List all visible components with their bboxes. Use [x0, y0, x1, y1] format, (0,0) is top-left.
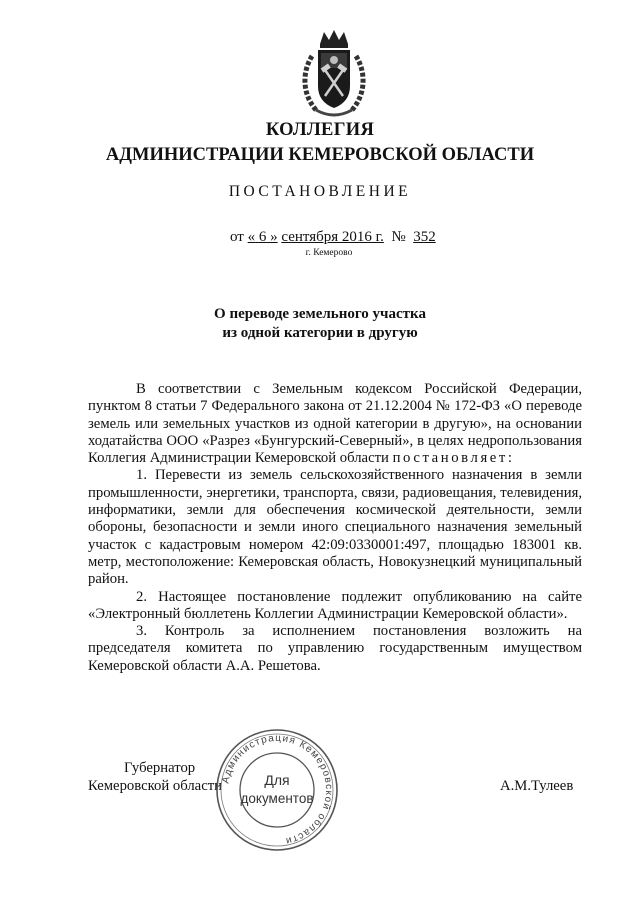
- subject-line2: из одной категории в другую: [222, 325, 418, 341]
- date-day: 6: [258, 229, 267, 245]
- intro-paragraph: В соответствии с Земельным кодексом Российской Федерации, пунктом 8 статьи 7 Федерального закона от 21.12.2004 № 172-ФЗ «О переводе земель или земельных участков из одной категории в другую», на основании ходатайства ООО «Разрез «Бунгурский-Северный», в целях недропользования Коллегия Администрации Кемеровской области постановляет:: [88, 381, 582, 467]
- item-3: 3. Контроль за исполнением постановления возложить на председателя комитета по управлению государственным имуществом Кемеровской области А.А. Решетова.: [88, 623, 582, 674]
- signatory-title-line2: Кемеровской области: [88, 777, 222, 794]
- date-line: [230, 229, 436, 246]
- decree-word: постановляет:: [392, 450, 515, 467]
- subject-line1: О переводе земельного участка: [214, 306, 426, 322]
- official-stamp: [214, 727, 340, 853]
- signatory-name: А.М.Тулеев: [500, 778, 574, 794]
- number-sign: №: [391, 229, 406, 245]
- document-number: 352: [413, 229, 436, 245]
- item-1: 1. Перевести из земель сельскохозяйственного назначения в земли промышленности, энергетики, транспорта, связи, радиовещания, телевидения, информатики, земли для обеспечения космической деятельности, земли обороны, безопасности и земли иного специального назначения земельный участок с кадастровым номером 42:09:0330001:497, площадью 183001 кв. метр, местоположение: Кемеровская область, Новокузнецкий муниципальный район.: [88, 467, 582, 588]
- city: г. Кемерово: [305, 248, 353, 258]
- stamp-center-line1: Для: [264, 772, 290, 788]
- stamp-center-line2: документов: [240, 791, 314, 806]
- date-day-field: « 6 »: [247, 229, 278, 245]
- document-subject: [0, 305, 640, 343]
- signatory-title-line1: Губернатор: [124, 760, 196, 776]
- item-2: 2. Настоящее постановление подлежит опубликованию на сайте «Электронный бюллетень Коллегии Администрации Кемеровской области».: [88, 588, 582, 622]
- org-name-line2: АДМИНИСТРАЦИИ КЕМЕРОВСКОЙ ОБЛАСТИ: [105, 145, 535, 165]
- coat-of-arms-icon: [298, 28, 370, 120]
- date-prefix: от: [230, 229, 244, 245]
- date-month-year: сентября 2016 г.: [281, 229, 384, 245]
- document-type: ПОСТАНОВЛЕНИЕ: [228, 183, 412, 200]
- document-body: [88, 381, 582, 675]
- stamp-ring-text: Администрация Кемеровской области: [220, 732, 335, 847]
- org-name-line1: КОЛЛЕГИЯ: [265, 120, 375, 140]
